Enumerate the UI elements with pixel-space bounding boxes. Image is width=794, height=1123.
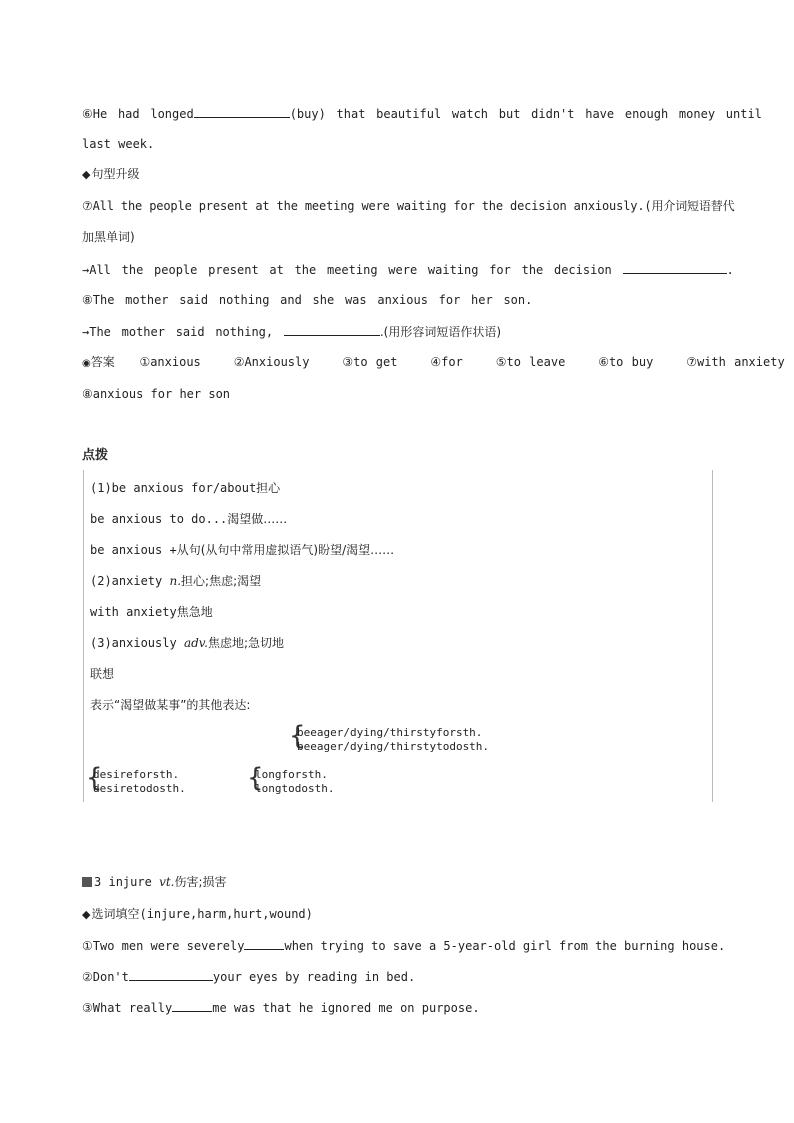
question-7-rewrite bbox=[82, 261, 734, 278]
answer-blank[interactable] bbox=[244, 937, 284, 950]
question-text: The mother said nothing and she was anxious for her son. bbox=[92, 293, 533, 307]
word-meaning: 伤害;损害 bbox=[174, 875, 227, 889]
tip-meaning: 焦急地 bbox=[176, 605, 213, 619]
tip-line-4 bbox=[90, 573, 261, 589]
answer-blank[interactable] bbox=[172, 999, 212, 1012]
word-number: 3 bbox=[94, 875, 102, 889]
question-number: ⑥ bbox=[82, 107, 93, 121]
tip-box bbox=[83, 470, 713, 802]
fill-question-3 bbox=[82, 999, 480, 1016]
part-of-speech: adv. bbox=[183, 636, 208, 650]
tip-meaning: 担心;焦虑;渴望 bbox=[181, 574, 262, 588]
section-heading-upgrade bbox=[82, 166, 139, 183]
question-number: ⑦ bbox=[82, 199, 93, 213]
brace-icon: { bbox=[247, 763, 264, 793]
expr-long-for: longforsth. bbox=[255, 768, 328, 781]
answer-continued: ⑧anxious for her son bbox=[82, 387, 231, 401]
diamond-bullet-icon: ◆ bbox=[82, 908, 91, 921]
tip-line-1 bbox=[90, 480, 280, 496]
tip-association: 联想 bbox=[90, 667, 115, 681]
question-8-rewrite bbox=[82, 323, 501, 340]
word-heading-injure bbox=[82, 874, 227, 890]
answer-item: ⑦with anxiety bbox=[686, 355, 785, 369]
tip-meaning: 焦虑地;急切地 bbox=[207, 636, 284, 650]
square-marker-icon bbox=[82, 877, 92, 887]
fill-question-1 bbox=[82, 937, 725, 954]
tip-title: 点拨 bbox=[82, 448, 109, 463]
answer-blank[interactable] bbox=[129, 968, 213, 981]
answer-item: ②Anxiously bbox=[233, 355, 310, 369]
tip-line-3 bbox=[90, 542, 394, 558]
section-heading-fill bbox=[82, 906, 313, 923]
rewrite-text: The mother said nothing, bbox=[89, 325, 274, 339]
answer-item: ⑤to leave bbox=[495, 355, 566, 369]
question-text-before: ①Two men were severely bbox=[82, 939, 245, 953]
tip-phrase: be anxious to do... bbox=[90, 512, 228, 526]
tip-meaning: 从句(从句中常用虚拟语气)盼望/渴望…… bbox=[176, 543, 395, 557]
question-text-after: (buy) that beautiful watch but didn't have enough money until bbox=[289, 107, 762, 121]
tip-phrase: with anxiety bbox=[90, 605, 177, 619]
diamond-bullet-icon: ◆ bbox=[82, 168, 91, 181]
rewrite-end: .(用形容词短语作状语) bbox=[379, 325, 502, 339]
tip-phrase: be anxious + bbox=[90, 543, 177, 557]
part-of-speech: vt. bbox=[159, 875, 175, 889]
question-text-before: He had longed bbox=[92, 107, 194, 121]
answer-line bbox=[82, 354, 785, 372]
question-number: ⑧ bbox=[82, 293, 93, 307]
tip-phrase: (3)anxiously bbox=[90, 636, 177, 650]
brace-icon: { bbox=[289, 721, 306, 751]
question-6 bbox=[82, 105, 762, 122]
tip-line-6 bbox=[90, 635, 284, 651]
question-text-before: ②Don't bbox=[82, 970, 129, 984]
word-text: injure bbox=[108, 875, 152, 889]
arrow-icon: → bbox=[82, 325, 90, 339]
tip-other-expressions: 表示“渴望做某事”的其他表达: bbox=[90, 698, 251, 712]
part-of-speech: n. bbox=[169, 574, 182, 588]
rewrite-end: . bbox=[726, 263, 734, 277]
tip-line-2 bbox=[90, 511, 287, 527]
rewrite-text: All the people present at the meeting were waiting for the decision bbox=[89, 263, 612, 277]
answer-item: ④for bbox=[430, 355, 463, 369]
expr-desire-for: desireforsth. bbox=[93, 768, 180, 781]
tip-meaning: 渴望做…… bbox=[227, 512, 288, 526]
expr-desire-to: desiretodosth. bbox=[93, 782, 186, 795]
question-text-before: ③What really bbox=[82, 1001, 173, 1015]
tip-meaning: 担心 bbox=[256, 481, 281, 495]
question-text-after: when trying to save a 5-year-old girl from the burning house. bbox=[284, 939, 726, 953]
answer-item: ③to get bbox=[342, 355, 398, 369]
tip-phrase: (1)be anxious for/about bbox=[90, 481, 257, 495]
answer-marker-icon: ◉ bbox=[82, 358, 91, 369]
expr-eager-for: beeager/dying/thirstyforsth. bbox=[297, 726, 483, 739]
answer-item: ⑥to buy bbox=[598, 355, 654, 369]
word-choices: (injure,harm,hurt,wound) bbox=[139, 907, 313, 921]
question-6-continued: last week. bbox=[82, 137, 155, 151]
question-8 bbox=[82, 292, 532, 308]
tip-line-5 bbox=[90, 604, 213, 620]
question-text-after: me was that he ignored me on purpose. bbox=[212, 1001, 480, 1015]
answer-blank[interactable] bbox=[194, 105, 290, 118]
answer-label: 答案 bbox=[90, 355, 115, 369]
answer-item: ①anxious bbox=[139, 355, 201, 369]
answer-blank[interactable] bbox=[623, 261, 727, 274]
question-text-after: your eyes by reading in bed. bbox=[212, 970, 416, 984]
question-7-continued: 加黑单词) bbox=[82, 230, 135, 244]
arrow-icon: → bbox=[82, 263, 90, 277]
question-7 bbox=[82, 198, 734, 214]
heading-text: 句型升级 bbox=[91, 167, 140, 181]
expr-long-to: longtodosth. bbox=[255, 782, 335, 795]
question-text: All the people present at the meeting were waiting for the decision anxiously.(用介词短语替代 bbox=[92, 199, 735, 213]
fill-question-2 bbox=[82, 968, 415, 985]
expr-eager-to: beeager/dying/thirstytodosth. bbox=[297, 740, 490, 753]
answer-blank[interactable] bbox=[284, 323, 380, 336]
brace-icon: { bbox=[86, 763, 103, 793]
tip-phrase: (2)anxiety bbox=[90, 574, 163, 588]
heading-text: 选词填空 bbox=[91, 907, 140, 921]
